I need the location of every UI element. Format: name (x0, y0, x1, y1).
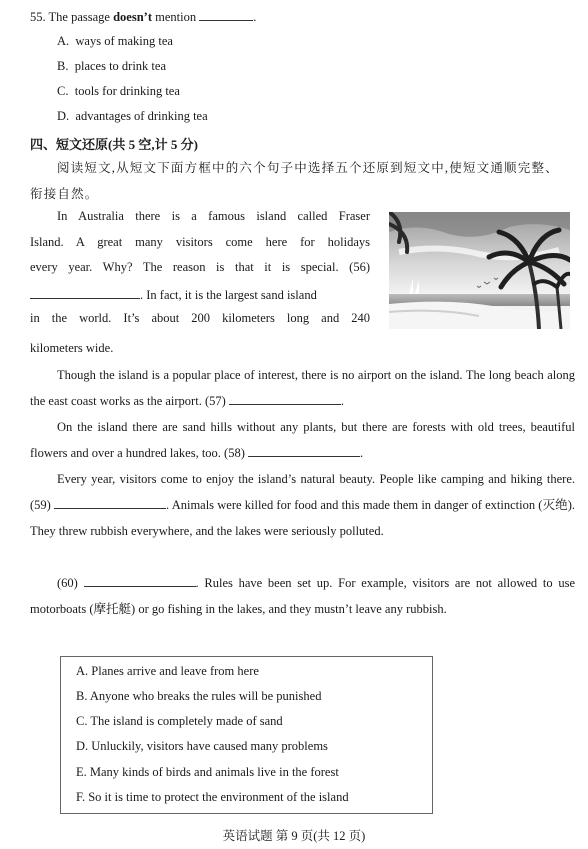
option-d: D. advantages of drinking tea (57, 109, 208, 123)
section-title: 四、短文还原(共 5 空,计 5 分) (30, 137, 198, 152)
option-c: C. tools for drinking tea (57, 84, 180, 98)
passage-line-56: . In fact, it is the largest sand island (30, 286, 370, 303)
answer-blank-57 (229, 392, 341, 405)
beach-palm-image (389, 212, 570, 329)
answer-blank-59 (54, 496, 166, 509)
option-a: A. ways of making tea (57, 34, 173, 48)
question-emphasis: doesn’t (113, 10, 152, 24)
option-b: B. places to drink tea (57, 59, 167, 73)
passage-paragraph-2: Though the island is a popular place of interest, there is no airport on the island. The long beach along the east coast works as the airport. (57) . (30, 368, 575, 408)
passage-line: every year. Why? The reason is that it is special. (56) (30, 260, 370, 274)
beach-palm-illustration (389, 212, 570, 329)
sentence-option-b: B. Anyone who breaks the rules will be punished (76, 689, 322, 703)
answer-blank-58 (248, 444, 360, 457)
passage-line: In Australia there is a famous island called Fraser (57, 209, 370, 223)
sentence-option-f: F. So it is time to protect the environment of the island (76, 790, 349, 804)
question-number: 55. (30, 10, 46, 24)
sentence-option-e: E. Many kinds of birds and animals live in the forest (76, 765, 339, 779)
section-instruction: 阅读短文,从短文下面方框中的六个句子中选择五个还原到短文中,使短文通顺完整、 (57, 161, 559, 175)
passage-paragraph-5: (60) . Rules have been set up. For example, visitors are not allowed to use motorboats (摩托艇) or go fishing in the lakes, and they mustn’t leave any rubbish. (30, 576, 575, 616)
passage-line: kilometers wide. (30, 341, 114, 355)
sentence-option-d: D. Unluckily, visitors have caused many problems (76, 739, 328, 753)
passage-line: in the world. It’s about 200 kilometers long and 240 (30, 311, 370, 325)
sentence-option-a: A. Planes arrive and leave from here (76, 664, 259, 678)
answer-blank (199, 8, 253, 21)
answer-blank-60 (84, 574, 196, 587)
question-55: 55. The passage doesn’t mention . (30, 10, 257, 24)
question-text-end: mention (152, 10, 197, 24)
sentence-option-c: C. The island is completely made of sand (76, 714, 283, 728)
passage-paragraph-4: Every year, visitors come to enjoy the island’s natural beauty. People like camping and hiking there. (59) . Animals were killed for food and this made them in danger of extinction (灭绝). They threw rubbish everywhere, and the lakes were seriously polluted. (30, 472, 576, 538)
passage-line: Island. A great many visitors come here for holidays (30, 235, 370, 249)
page-footer: 英语试题 第 9 页(共 12 页) (222, 829, 366, 843)
answer-blank-56 (30, 286, 140, 299)
question-text: The passage (48, 10, 114, 24)
section-instruction-cont: 衔接自然。 (30, 187, 99, 201)
sentence-options-box (60, 656, 433, 814)
passage-paragraph-3: On the island there are sand hills without any plants, but there are forests with old trees, beautiful flowers and over a hundred lakes, too. (58) . (30, 420, 575, 460)
